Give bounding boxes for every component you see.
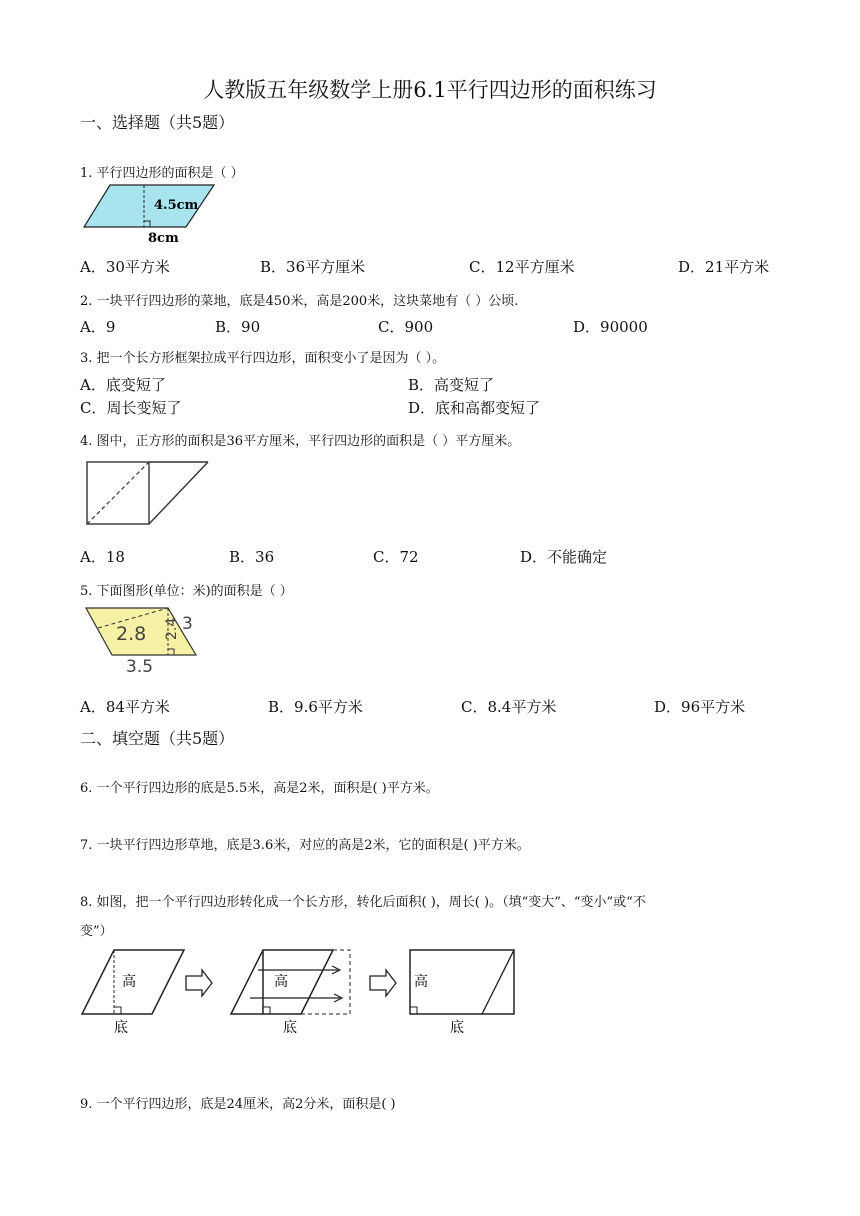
q1-option-d: D．21平方米 [678, 258, 770, 276]
q5-label-2-8: 2.8 [116, 623, 147, 645]
q1-option-c: C．12平方厘米 [469, 258, 575, 276]
q2-option-c: C．900 [378, 318, 434, 336]
q3-option-d: D．底和高都变短了 [408, 399, 541, 417]
q1-option-b: B．36平方厘米 [260, 258, 366, 276]
question-7-text: 7. 一块平行四边形草地，底是3.6米，对应的高是2米，它的面积是( )平方米。 [80, 838, 530, 853]
q3-option-a: A．底变短了 [80, 376, 166, 394]
q2-option-b: B．90 [215, 318, 261, 336]
q5-option-b: B．9.6平方米 [268, 698, 363, 716]
question-5-parallelogram-figure [82, 604, 202, 674]
q5-label-3: 3 [182, 614, 193, 634]
question-4-square-parallelogram-figure [84, 458, 214, 530]
q8-fig1-height-label: 高 [122, 974, 136, 990]
question-3-text: 3. 把一个长方形框架拉成平行四边形，面积变小了是因为（ ）。 [80, 351, 446, 366]
q8-fig1-base-label: 底 [114, 1020, 128, 1036]
q1-base-label: 8cm [148, 231, 179, 246]
q5-option-c: C．8.4平方米 [461, 698, 557, 716]
question-6-text: 6. 一个平行四边形的底是5.5米，高是2米，面积是( )平方米。 [80, 781, 439, 796]
q8-fig3-height-label: 高 [414, 974, 428, 990]
question-1-text: 1. 平行四边形的面积是（ ） [80, 166, 244, 181]
q3-option-b: B．高变短了 [408, 376, 495, 394]
q4-option-b: B．36 [229, 548, 275, 566]
question-1-parallelogram-figure [82, 182, 222, 246]
q5-label-2-4: 2.4 [164, 617, 180, 640]
q3-option-c: C．周长变短了 [80, 399, 182, 417]
q2-option-a: A．9 [80, 318, 116, 336]
section-heading-fill: 二、填空题（共5题） [80, 729, 235, 748]
question-8-transform-figure [80, 946, 520, 1042]
q2-option-d: D．90000 [573, 318, 648, 336]
q1-option-a: A．30平方米 [80, 258, 170, 276]
section-heading-choice: 一、选择题（共5题） [80, 113, 235, 132]
q8-fig3-base-label: 底 [450, 1020, 464, 1036]
q4-option-d: D．不能确定 [520, 548, 608, 566]
question-8-text-line1: 8. 如图，把一个平行四边形转化成一个长方形，转化后面积( )，周长( )。（填“变大”、“变小”或“不 [80, 895, 646, 910]
q5-label-3-5: 3.5 [126, 657, 154, 674]
question-4-text: 4. 图中，正方形的面积是36平方厘米，平行四边形的面积是（ ）平方厘米。 [80, 434, 521, 449]
q8-fig2-height-label: 高 [274, 974, 288, 990]
q4-option-a: A．18 [80, 548, 125, 566]
q4-option-c: C．72 [373, 548, 419, 566]
q1-height-label: 4.5cm [154, 198, 199, 213]
q5-option-d: D．96平方米 [654, 698, 746, 716]
question-8-text-line2: 变”） [80, 924, 113, 939]
question-9-text: 9. 一个平行四边形，底是24厘米，高2分米，面积是( ) [80, 1097, 396, 1112]
question-2-text: 2. 一块平行四边形的菜地，底是450米，高是200米，这块菜地有（ ）公顷. [80, 294, 519, 309]
question-5-text: 5. 下面图形(单位：米)的面积是（ ） [80, 584, 293, 599]
q5-option-a: A．84平方米 [80, 698, 170, 716]
q8-fig2-base-label: 底 [283, 1020, 297, 1036]
page-title: 人教版五年级数学上册6.1平行四边形的面积练习 [203, 78, 657, 102]
